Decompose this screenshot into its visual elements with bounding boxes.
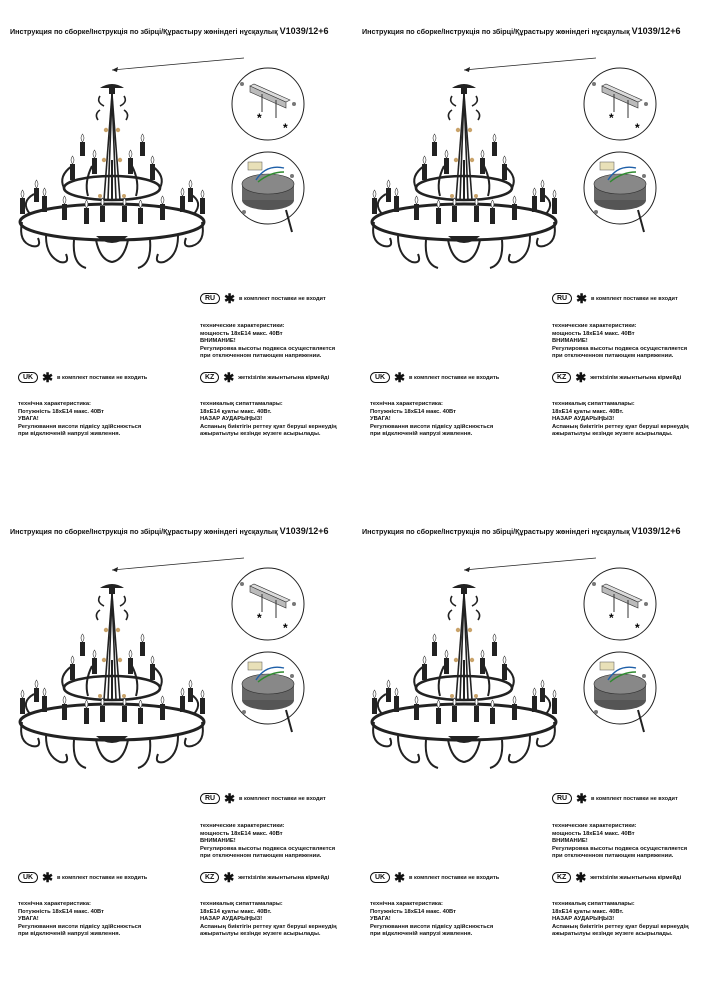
ru-note: RU ✱ в комплект поставки не входит [200, 293, 326, 304]
document-title: Инструкция по сборке/Інструкція по збірці/Құрастыру жөніндегі нұсқаулық V1039/12+6 [10, 26, 329, 36]
kz-specs: техникалық сипаттамалары: 18хE14 қуаты макс. 40Вт. НАЗАР АУДАРЫҢЫЗ! Аспаның биіктігін реттеу қуат беруші кернеудің ажыратылуы кезінде жүзеге асырылады. [200, 401, 337, 438]
model-number: V1039/12+6 [631, 526, 681, 536]
ru-badge: RU [200, 793, 220, 804]
kz-note: KZ ✱ жеткізілім жиынтығына кірмейді [552, 372, 681, 383]
svg-text:*: * [635, 121, 640, 135]
ru-note: RU ✱ в комплект поставки не входит [552, 293, 678, 304]
uk-badge: UK [370, 372, 390, 383]
ru-note: RU ✱ в комплект поставки не входит [200, 793, 326, 804]
star-icon: ✱ [575, 869, 587, 885]
star-icon: ✱ [224, 290, 236, 306]
uk-specs: технічна характеристика: Потужність 18хE14 макс. 40Вт УВАГА! Регулювання висоти підвісу здійснюється при відключеній напрузі живлення. [370, 901, 494, 938]
chandelier-illustration [0, 500, 340, 800]
kz-specs: техникалық сипаттамалары: 18хE14 қуаты макс. 40Вт. НАЗАР АУДАРЫҢЫЗ! Аспаның биіктігін реттеу қуат беруші кернеудің ажыратылуы кезінде жүзеге асырылады. [552, 901, 689, 938]
svg-text:*: * [609, 111, 614, 125]
svg-text:*: * [257, 111, 262, 125]
uk-badge: UK [18, 872, 38, 883]
star-icon: ✱ [42, 369, 54, 385]
instruction-panel [352, 500, 692, 980]
uk-specs: технічна характеристика: Потужність 18хE14 макс. 40Вт УВАГА! Регулювання висоти підвісу здійснюється при відключеній напрузі живлення. [370, 401, 494, 438]
document-title: Инструкция по сборке/Інструкція по збірці/Құрастыру жөніндегі нұсқаулық V1039/12+6 [362, 26, 681, 36]
svg-text:*: * [283, 621, 288, 635]
ru-note: RU ✱ в комплект поставки не входит [552, 793, 678, 804]
uk-note: UK ✱ в комплект поставки не входить [370, 872, 499, 883]
kz-badge: KZ [200, 872, 219, 883]
star-icon: ✱ [224, 790, 236, 806]
kz-specs: техникалық сипаттамалары: 18хE14 қуаты макс. 40Вт. НАЗАР АУДАРЫҢЫЗ! Аспаның биіктігін реттеу қуат беруші кернеудің ажыратылуы кезінде жүзеге асырылады. [552, 401, 689, 438]
chandelier-illustration [0, 0, 340, 300]
chandelier-illustration [352, 500, 692, 800]
star-icon: ✱ [394, 369, 406, 385]
svg-text:*: * [635, 621, 640, 635]
kz-note: KZ ✱ жеткізілім жиынтығына кірмейді [552, 872, 681, 883]
uk-note: UK ✱ в комплект поставки не входить [18, 372, 147, 383]
star-icon: ✱ [394, 869, 406, 885]
kz-note: KZ ✱ жеткізілім жиынтығына кірмейді [200, 872, 329, 883]
uk-badge: UK [370, 872, 390, 883]
ru-specs: технические характеристики: мощность 18хE14 макс. 40Вт ВНИМАНИЕ! Регулировка высоты подвеса осуществляется при отключенном питающем напряжении. [552, 823, 688, 860]
ru-badge: RU [200, 293, 220, 304]
star-icon: ✱ [223, 369, 235, 385]
ru-badge: RU [552, 793, 572, 804]
kz-badge: KZ [200, 372, 219, 383]
document-title: Инструкция по сборке/Інструкція по збірці/Құрастыру жөніндегі нұсқаулық V1039/12+6 [10, 526, 329, 536]
ru-specs: технические характеристики: мощность 18хE14 макс. 40Вт ВНИМАНИЕ! Регулировка высоты подвеса осуществляется при отключенном питающем напряжении. [200, 323, 336, 360]
kz-badge: KZ [552, 872, 571, 883]
star-icon: ✱ [575, 369, 587, 385]
chandelier-illustration [352, 0, 692, 300]
uk-note: UK ✱ в комплект поставки не входить [370, 372, 499, 383]
kz-specs: техникалық сипаттамалары: 18хE14 қуаты макс. 40Вт. НАЗАР АУДАРЫҢЫЗ! Аспаның биіктігін реттеу қуат беруші кернеудің ажыратылуы кезінде жүзеге асырылады. [200, 901, 337, 938]
svg-text:*: * [257, 611, 262, 625]
svg-text:*: * [283, 121, 288, 135]
instruction-panel [0, 500, 340, 980]
uk-specs: технічна характеристика: Потужність 18хE14 макс. 40Вт УВАГА! Регулювання висоти підвісу здійснюється при відключеній напрузі живлення. [18, 401, 142, 438]
star-icon: ✱ [42, 869, 54, 885]
ru-specs: технические характеристики: мощность 18хE14 макс. 40Вт ВНИМАНИЕ! Регулировка высоты подвеса осуществляется при отключенном питающем напряжении. [200, 823, 336, 860]
ru-specs: технические характеристики: мощность 18хE14 макс. 40Вт ВНИМАНИЕ! Регулировка высоты подвеса осуществляется при отключенном питающем напряжении. [552, 323, 688, 360]
uk-specs: технічна характеристика: Потужність 18хE14 макс. 40Вт УВАГА! Регулювання висоти підвісу здійснюється при відключеній напрузі живлення. [18, 901, 142, 938]
instruction-panel [352, 0, 692, 480]
kz-badge: KZ [552, 372, 571, 383]
kz-note: KZ ✱ жеткізілім жиынтығына кірмейді [200, 372, 329, 383]
star-icon: ✱ [223, 869, 235, 885]
ru-badge: RU [552, 293, 572, 304]
model-number: V1039/12+6 [279, 26, 329, 36]
uk-note: UK ✱ в комплект поставки не входить [18, 872, 147, 883]
model-number: V1039/12+6 [631, 26, 681, 36]
uk-badge: UK [18, 372, 38, 383]
star-icon: ✱ [576, 790, 588, 806]
svg-text:*: * [609, 611, 614, 625]
star-icon: ✱ [576, 290, 588, 306]
document-title: Инструкция по сборке/Інструкція по збірці/Құрастыру жөніндегі нұсқаулық V1039/12+6 [362, 526, 681, 536]
instruction-panel [0, 0, 340, 480]
model-number: V1039/12+6 [279, 526, 329, 536]
